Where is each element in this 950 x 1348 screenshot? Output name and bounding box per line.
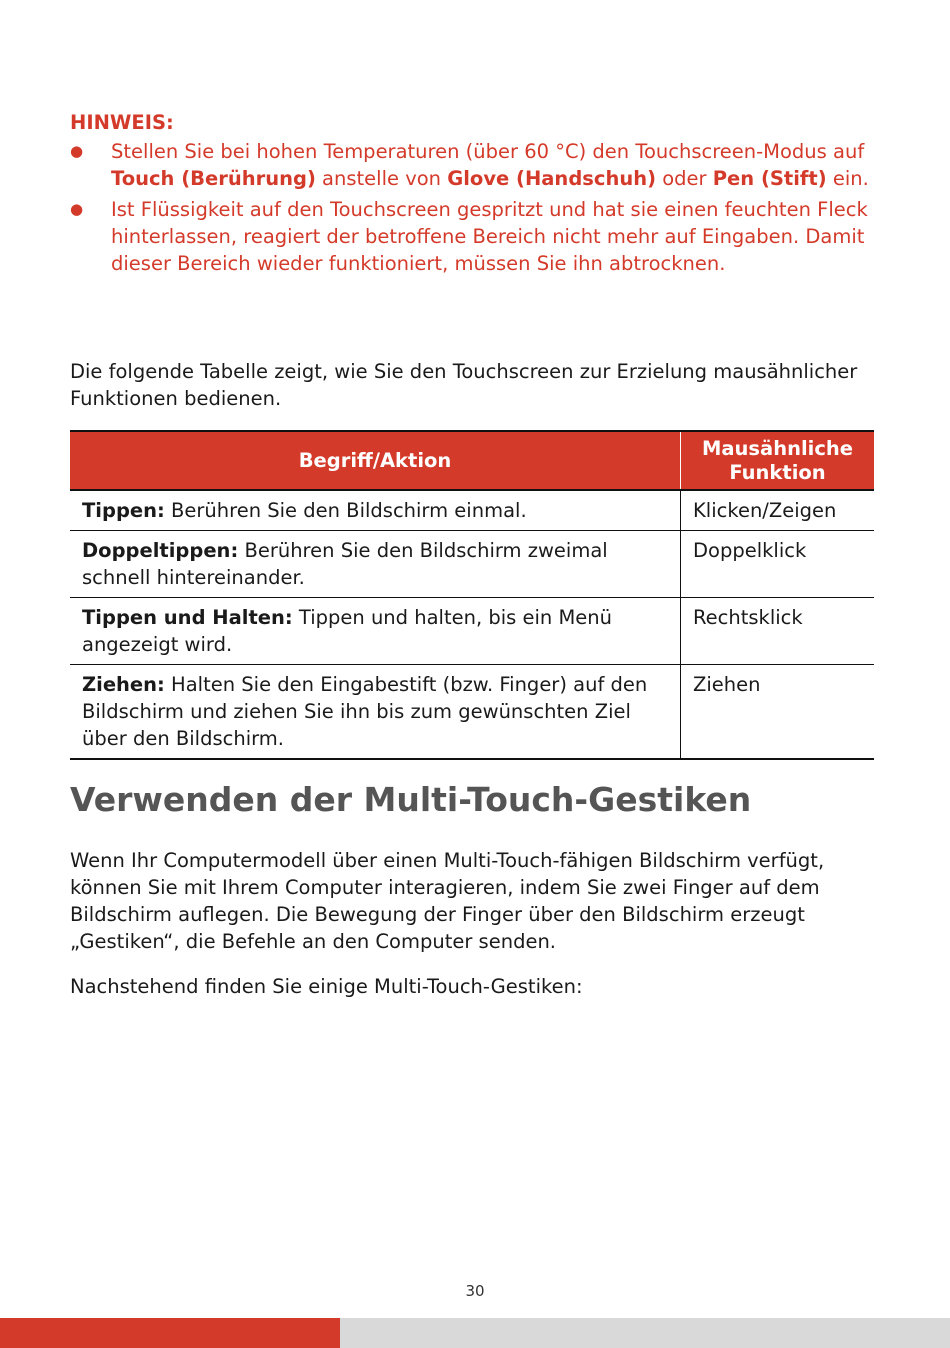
description: Berühren Sie den Bildschirm zweimal schnell hintereinander. (82, 539, 608, 589)
note-option-touch: Touch (Berührung) (111, 167, 316, 190)
header-action: Begriff/Aktion (70, 431, 681, 490)
term: Tippen: (82, 499, 165, 522)
intro-paragraph: Die folgende Tabelle zeigt, wie Sie den Touchscreen zur Erzielung mausähnlicher Funktionen bedienen. (70, 360, 858, 410)
cell-action (70, 598, 681, 665)
note-text: oder (656, 167, 713, 190)
table-row (70, 490, 874, 531)
note-heading: HINWEIS: (70, 111, 174, 134)
cell-action (70, 531, 681, 598)
gesture-table (70, 430, 874, 760)
section-title: Verwenden der Multi-Touch-Gestiken (70, 780, 752, 819)
bullet-icon: ● (70, 200, 84, 218)
note-item (70, 196, 880, 277)
cell-function: Ziehen (681, 665, 875, 760)
description: Halten Sie den Eingabestift (bzw. Finger) auf den Bildschirm und ziehen Sie ihn bis zum gewünschten Ziel über den Bildschirm. (82, 673, 648, 750)
cell-action (70, 490, 681, 531)
note-text: ein. (826, 167, 869, 190)
bullet-icon: ● (70, 142, 84, 160)
footer-bar-red (0, 1318, 340, 1348)
note-list (70, 138, 880, 277)
description: Tippen und halten, bis ein Menü angezeigt wird. (82, 606, 613, 656)
term: Tippen und Halten: (82, 606, 293, 629)
note-box (70, 109, 880, 281)
term: Doppeltippen: (82, 539, 239, 562)
note-option-pen: Pen (Stift) (712, 167, 827, 190)
table-row (70, 531, 874, 598)
footer-bar-gray (340, 1318, 950, 1348)
table-header-row (70, 431, 874, 490)
table-row (70, 598, 874, 665)
note-text: Stellen Sie bei hohen Temperaturen (über 60 °C) den Touchscreen-Modus auf (111, 140, 865, 163)
body-paragraph: Wenn Ihr Computermodell über einen Multi-Touch-fähigen Bildschirm verfügt, können Sie mit Ihrem Computer interagieren, indem Sie zwei Finger auf dem Bildschirm auflegen. Die Bewegung der Finger über den Bildschirm erzeugt „Gestiken“, die Befehle an den Computer senden. (70, 849, 825, 953)
cell-function: Doppelklick (681, 531, 875, 598)
cell-action (70, 665, 681, 760)
body-paragraph: Nachstehend finden Sie einige Multi-Touch-Gestiken: (70, 975, 583, 998)
page-number: 30 (465, 1282, 485, 1300)
cell-function: Klicken/Zeigen (681, 490, 875, 531)
term: Ziehen: (82, 673, 165, 696)
header-function: Mausähnliche Funktion (681, 431, 875, 490)
cell-function: Rechtsklick (681, 598, 875, 665)
note-text: Ist Flüssigkeit auf den Touchscreen gespritzt und hat sie einen feuchten Fleck hinterlassen, reagiert der betroffene Bereich nicht mehr auf Eingaben. Damit dieser Bereich wieder funktioniert, müssen Sie ihn abtrocknen. (111, 198, 868, 275)
note-item (70, 138, 880, 192)
description: Berühren Sie den Bildschirm einmal. (164, 499, 527, 522)
note-option-glove: Glove (Handschuh) (447, 167, 657, 190)
table-row (70, 665, 874, 760)
note-text: anstelle von (315, 167, 448, 190)
